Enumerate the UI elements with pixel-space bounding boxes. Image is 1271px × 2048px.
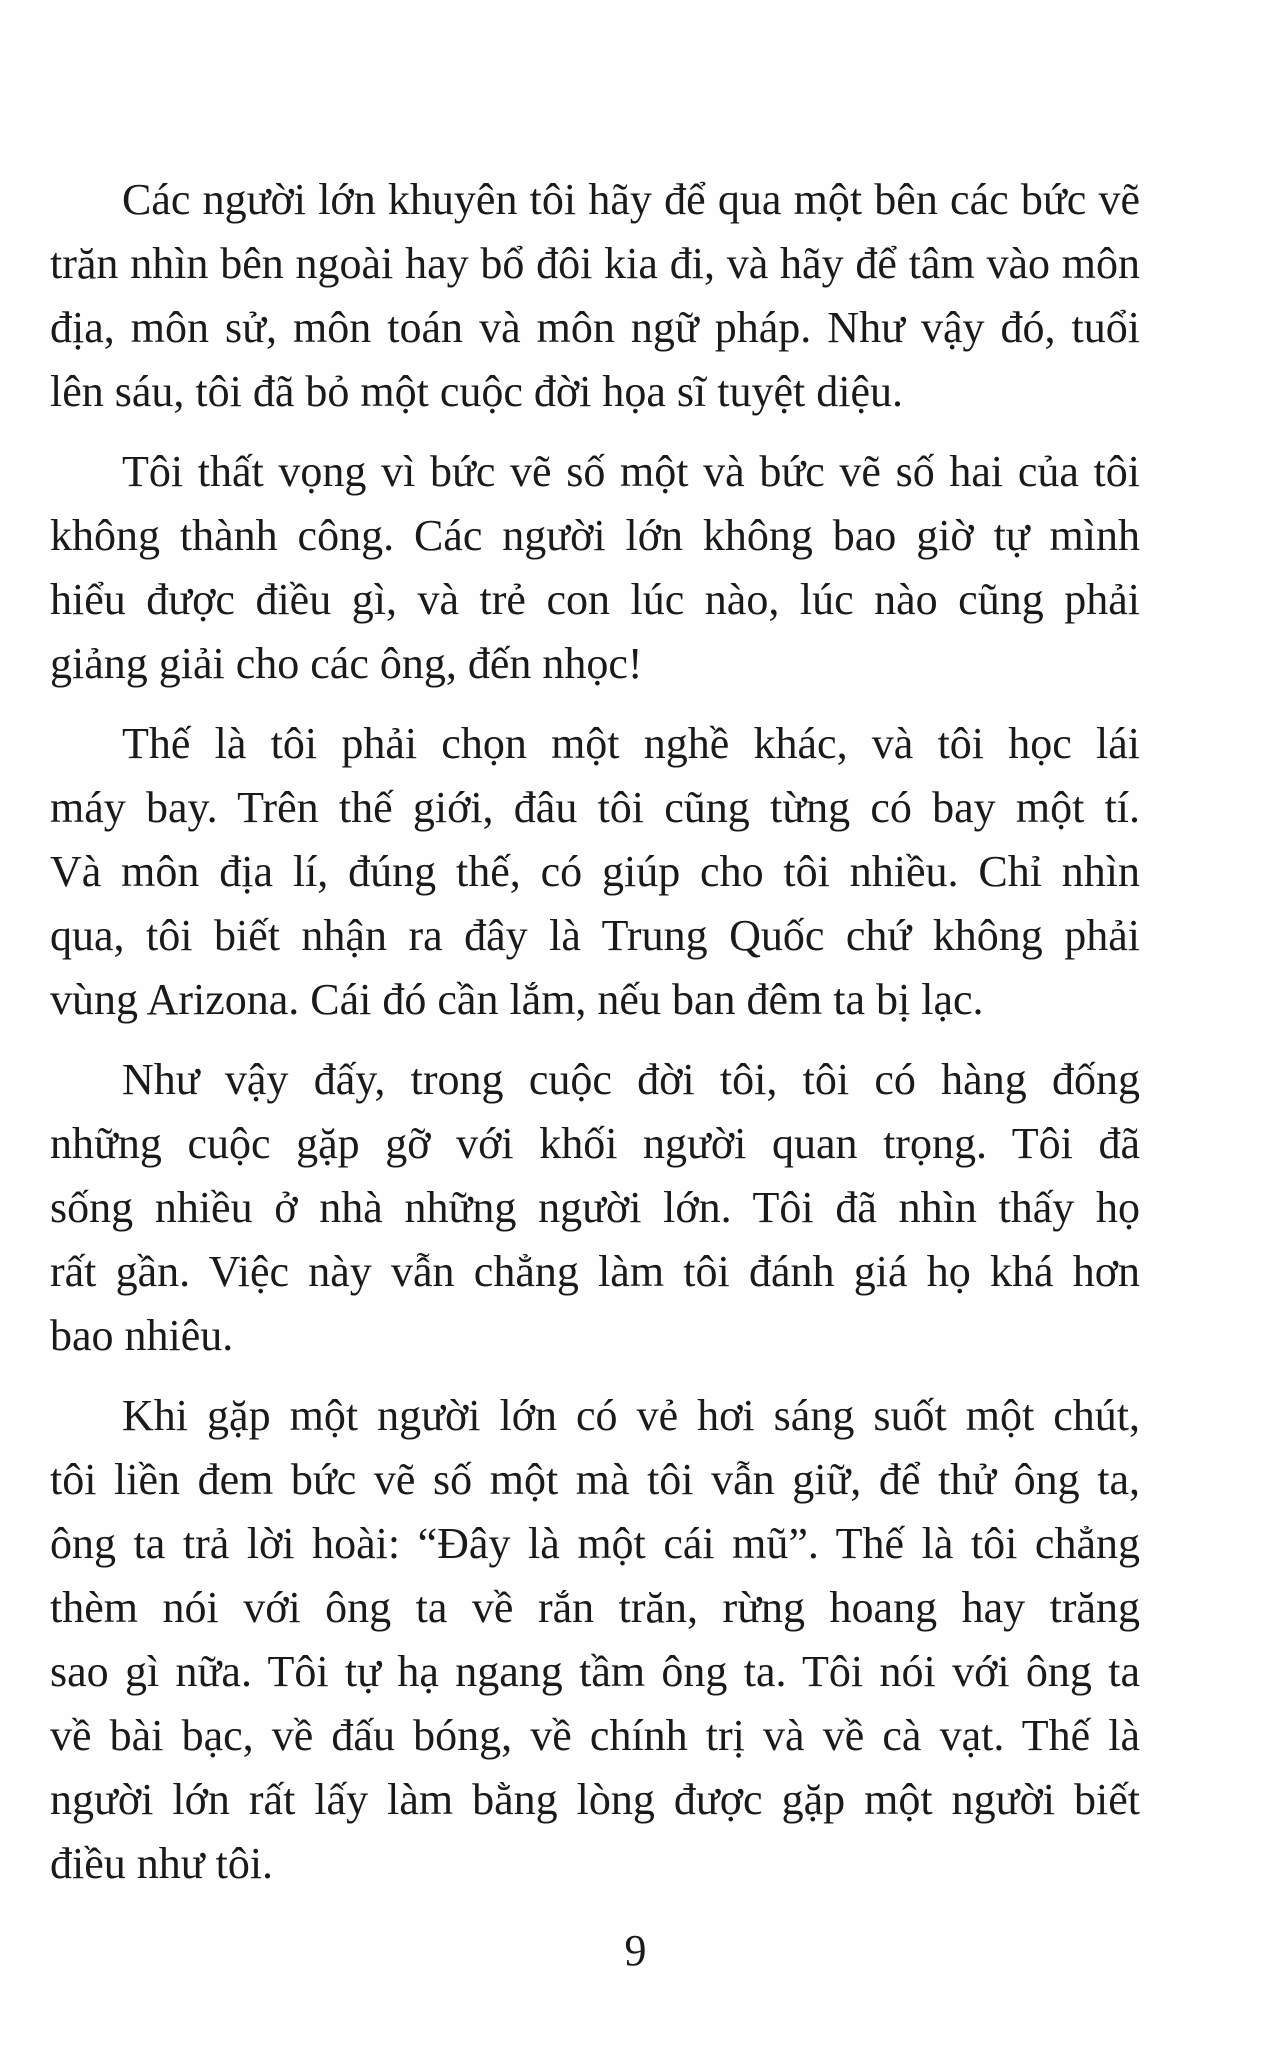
text-line: trăn nhìn bên ngoài hay bổ đôi kia đi, và hãy để tâm vào môn <box>50 239 1140 288</box>
text-line: địa, môn sử, môn toán và môn ngữ pháp. Như vậy đó, tuổi <box>50 303 1140 352</box>
text-line: rất gần. Việc này vẫn chẳng làm tôi đánh giá họ khá hơn <box>50 1247 1140 1296</box>
text-line: Khi gặp một người lớn có vẻ hơi sáng suốt một chút, <box>122 1391 1140 1440</box>
text-line: sao gì nữa. Tôi tự hạ ngang tầm ông ta. Tôi nói với ông ta <box>50 1647 1140 1696</box>
paragraph-4 <box>50 1048 1140 1368</box>
text-line: tôi liền đem bức vẽ số một mà tôi vẫn giữ, để thử ông ta, <box>50 1455 1140 1504</box>
text-line: thèm nói với ông ta về rắn trăn, rừng hoang hay trăng <box>50 1583 1140 1632</box>
text-line: hiểu được điều gì, và trẻ con lúc nào, lúc nào cũng phải <box>50 575 1140 624</box>
text-line: sống nhiều ở nhà những người lớn. Tôi đã nhìn thấy họ <box>50 1183 1140 1232</box>
paragraph-1 <box>50 168 1140 424</box>
paragraph-5 <box>50 1384 1140 1896</box>
text-line: Như vậy đấy, trong cuộc đời tôi, tôi có hàng đống <box>122 1055 1140 1104</box>
text-line: Và môn địa lí, đúng thế, có giúp cho tôi nhiều. Chỉ nhìn <box>50 847 1140 896</box>
text-line: về bài bạc, về đấu bóng, về chính trị và về cà vạt. Thế là <box>50 1711 1140 1760</box>
paragraph-2 <box>50 440 1140 696</box>
text-line: bao nhiêu. <box>50 1311 234 1360</box>
text-line: điều như tôi. <box>50 1839 274 1888</box>
body-text <box>50 168 1140 1912</box>
text-line: Thế là tôi phải chọn một nghề khác, và tôi học lái <box>122 719 1140 768</box>
text-line: qua, tôi biết nhận ra đây là Trung Quốc chứ không phải <box>50 911 1140 960</box>
text-line: ông ta trả lời hoài: “Đây là một cái mũ”. Thế là tôi chẳng <box>50 1519 1140 1568</box>
text-line: máy bay. Trên thế giới, đâu tôi cũng từng có bay một tí. <box>50 783 1140 832</box>
text-line: không thành công. Các người lớn không bao giờ tự mình <box>50 511 1140 560</box>
text-line: những cuộc gặp gỡ với khối người quan trọng. Tôi đã <box>50 1119 1140 1168</box>
paragraph-3 <box>50 712 1140 1032</box>
text-line: Tôi thất vọng vì bức vẽ số một và bức vẽ số hai của tôi <box>122 447 1140 496</box>
text-line: Các người lớn khuyên tôi hãy để qua một bên các bức vẽ <box>122 175 1140 224</box>
text-line: người lớn rất lấy làm bằng lòng được gặp một người biết <box>50 1775 1140 1824</box>
text-line: vùng Arizona. Cái đó cần lắm, nếu ban đêm ta bị lạc. <box>50 975 984 1024</box>
text-line: giảng giải cho các ông, đến nhọc! <box>50 639 643 688</box>
page-number: 9 <box>624 1926 647 1975</box>
text-line: lên sáu, tôi đã bỏ một cuộc đời họa sĩ tuyệt diệu. <box>50 367 903 416</box>
